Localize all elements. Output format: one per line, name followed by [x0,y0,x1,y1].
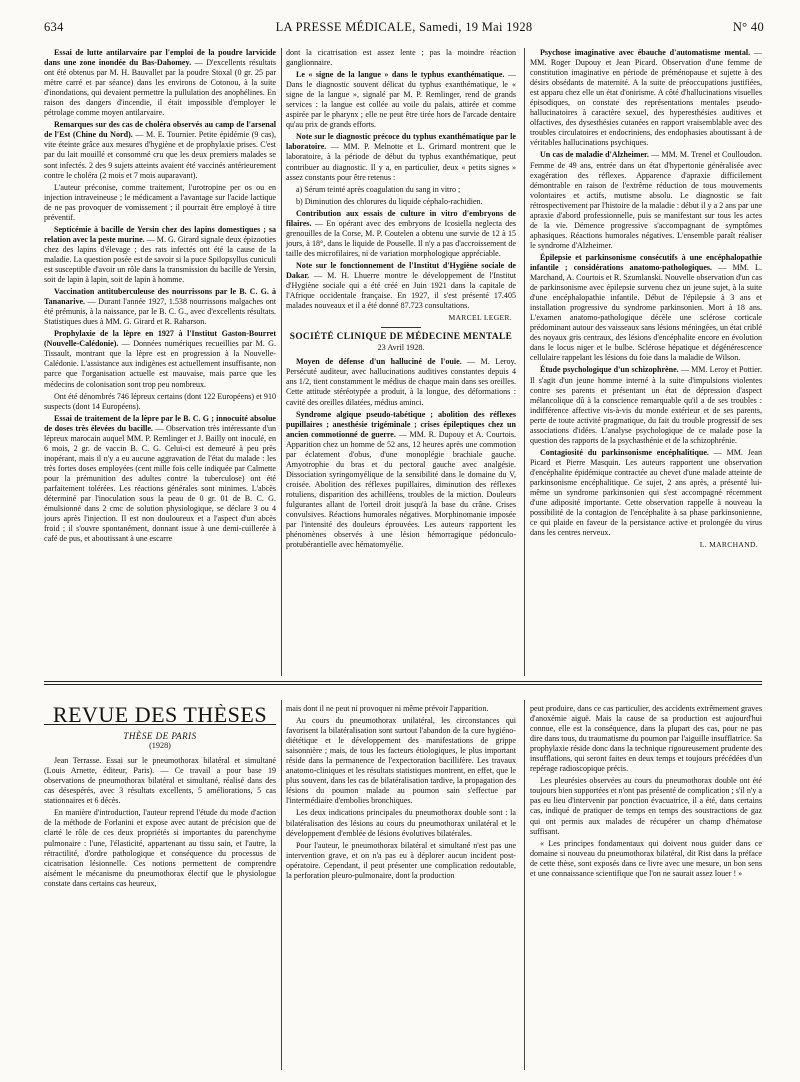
theses-column-3 [530,704,762,1068]
article [530,448,762,538]
article-body: — Durant l'année 1927, 1.538 nourrissons malgaches ont été prémunis, à la naissance, par le B. C. G., avec d'excellents résultats. Statistiques dues à MM. G. Girard et R. Raharson. [44,297,276,327]
article-heading: Essai de traitement de la lèpre par le B. C. G ; innocuité absolue de doses très élevées du bacille. [44,413,276,433]
column-3 [530,48,762,674]
separator [381,327,421,328]
column-1 [44,48,276,674]
article-heading: Remarques sur des cas de choléra observés au camp de l'arsenal de l'Est (Chine du Nord). [44,120,276,140]
thesis-paragraph: peut produire, dans ce cas particulier, des accidents extrêmement graves d'anoxémie aiguë. Mais la cause de sa production est aujourd'hui connue, elle est la conséquence, dans la plupart des cas, pour ne pas dire dans tous, du traumatisme du poumon par l'aiguille insufflatrice. Sa prophylaxie réside donc dans la technique rigoureusement prudente des insufflations, qui seront faites en deux temps et toujours précédées d'un repérage radioscopique précis. [530,704,762,774]
article-heading: Vaccination antituberculeuse des nourrissons par le B. C. G. à Tananarive. [44,287,276,307]
theses-column-1 [44,704,276,1068]
section-title: REVUE DES THÈSES [52,704,268,727]
page-header [44,20,764,38]
section-rule [44,681,762,682]
article-body: — M. H. Lhuerre montre le développement de l'Institut d'Hygiène sociale qui a été créé en Juin 1921 dans la capitale de l'Afrique occidentale française. En 1927, il s'est présenté 17.405 malades nouveaux et il a été donné 87.723 consultations. [286,270,516,311]
thesis-paragraph: Les deux indications principales du pneumothorax double sont : la bilatéralisation des lésions au cours du pneumothorax unilatéral et le développement d'emblée de lésions évolutives bilatérales. [286,808,516,838]
signature: MARCEL LEGER. [448,313,512,323]
section-subtitle: THÈSE DE PARIS [123,731,197,742]
article [286,70,516,130]
article-paragraph: Ont été dénombrés 746 lépreux certains (dont 122 Européens) et 910 suspects (dont 14 Européens). [44,391,276,411]
article [286,410,516,551]
list-item: a) Sérum teinté après coagulation du sang in vitro ; [296,184,461,194]
article-body: — Dans le diagnostic souvent délicat du typhus exanthématique, le « signe de la langue », signalé par M. P. Remlinger, rend de grands services : la langue est collée au voile du palais, attirée et comme aspirée par le pharynx ; elle ne peut être tirée hors de l'arcade dentaire qu'au prix de grands efforts. [286,70,516,130]
section-date: 23 Avril 1928. [377,343,425,353]
article-heading: Essai de lutte antilarvaire par l'emploi de la poudre larvicide dans une zone inondée du Bas-Dahomey. [44,48,276,68]
section-heading: SOCIÉTÉ CLINIQUE DE MÉDECINE MENTALE [289,332,513,343]
article-body: — MM. Leroy et Pottier. Il s'agit d'un jeune homme interné à la suite d'impulsions violentes contre ses parents et présentant un état de dépression d'aspect mélancolique dû à la conscience remarquable qu'il a de ses troubles : indifférence affective vis-à-vis du monde extérieur et de ses parents, perte de toute activité pragmatique, du fait du trouble progressif de ses associations d'idées. L'analyse psychologique de ce malade pose la question des rapports de la psychasthénie et de la schizophrénie. [530,365,762,445]
thesis-paragraph: Jean Terrasse. Essai sur le pneumothorax bilatéral et simultané (Louis Arnette, éditeur, Paris). — Ce travail a pour base 19 observations de pneumothorax bilatéral et simultané, réalisé dans des cas désespérés, avec 3 résultats excellents, 5 améliorations, 5 cas stationnaires et 6 décès. [44,756,276,806]
article [530,48,762,148]
article-body: — MM. P. Melnotte et L. Grimard montrent que le laboratoire, à la période de début du typhus exanthématique, peut contribuer au diagnostic. Il y a, en particulier, deux « petits signes » assez constants pour être retenus : [286,142,516,182]
article [286,357,516,407]
article-heading: Le « signe de la langue » dans le typhus exanthématique. [296,70,505,80]
article [286,132,516,182]
article-heading: Syndrome algique pseudo-tabétique ; abolition des réflexes pupillaires ; anesthésie trigéminale ; crises épileptiques chez un ancien commotionné de guerre. [286,409,516,439]
article-body: — MM. M. Trenel et Coulloudon. Femme de 49 ans, entrée dans un état d'hypertonie généralisée avec exagération des réflexes. Apparence d'apraxie difficilement démontrable en raison de l'extrême réduction de tous mouvements volontaires et actifs, mutisme absolu. Le diagnostic se fait rétrospectivement par l'histoire de la maladie : début il y a 2 ans par une apraxie d'abord professionnelle, puis se manifestant sur tous les actes de la vie. Démence progressive s'accompagnant de symptômes aphasiques. Réactions humorales négatives. L'ensemble paraît réaliser le syndrome d'Alzheimer. [530,150,762,250]
list-item: b) Diminution des chlorures du liquide céphalo-rachidien. [296,196,483,206]
thesis-paragraph: Pour l'auteur, le pneumothorax bilatéral et simultané n'est pas une intervention grave, et on n'a pas eu à déplorer aucun incident post-opératoire. Cependant, il peut présenter une complication redoutable, la perforation pleuro-pulmonaire, dont la production [286,840,516,880]
article [44,329,276,389]
page-number: 634 [44,20,64,34]
article-body: — D'excellents résultats ont été obtenus par M. H. Bauvallet par la poudre Stoxal (0 gr. 25 par mètre carré et par séance) dans les environs de Cotonou, à la suite d'inondations, qui devaient permettre la pullulation des anophélines. En raison des dangers d'incendie, il était impossible d'employer le pétrolage comme moyen antilarvaire. [44,58,276,118]
article-body: — Observation très intéressante d'un lépreux marocain auquel MM. P. Remlinger et J. Bailly ont inoculé, en 6 mois, 2 gr. de vaccin B. C. G. Celui-ci est demeuré à peu près inopérant, mais il n'y a eu aucune aggravation de l'état du malade : les très fortes doses employées (cent mille fois celle indiquée par Calmette pour la prémunition des adultes contre la tuberculose) ont été parfaitement tolérées. Les réactions générales sont minimes. L'abcès déterminé par l'inoculation sous la peau de 0 gr. 01 de B. C. G. émulsionné dans 2 cmc de solution physiologique, se déclare 3 ou 4 jours après l'injection. Il est non douloureux et a l'aspect d'un abcès froid ; il s'ouvre spontanément, donnant issue à une demi-cuillerée à café de pus, et aboutissant à une escarre [44,423,276,544]
signature: L. MARCHAND. [699,540,758,550]
column-divider [524,700,525,1070]
article-heading: Psychose imaginative avec ébauche d'automatisme mental. [540,48,751,57]
article-heading: Contagiosité du parkinsonisme encéphalitique. [540,447,709,457]
article [286,209,516,259]
article [530,365,762,445]
article-body: — MM. Jean Picard et Pierre Masquin. Les auteurs rapportent une observation d'encéphalite épidémique contractée au chevet d'une malade atteinte de parkinsonisme encéphalitique. Ce sujet, 2 ans après, a présenté lui-même un syndrome parkinsonien qui s'est accompagné récemment d'une adiposité importante. Cette observation rappelle à nouveau la possibilité de la contagion de l'encéphalite à sa phase parkinsonienne, ce qui plaide en faveur de la persistance active et prolongée du virus dans les centres nerveux. [530,447,762,538]
thesis-paragraph: mais dont il ne peut ni provoquer ni même prévoir l'apparition. [286,704,489,713]
article [44,120,276,180]
article-body: — Données numériques recueillies par M. G. Tissault, montrant que la lèpre est en progression à la Nouvelle-Calédonie. L'assistance aux indigènes est actuellement insuffisante, non parce que l'organisation actuelle est mauvaise, mais parce que les médecins de colonisation sont trop peu nombreux. [44,339,276,389]
article [44,414,276,545]
article-heading: Épilepsie et parkinsonisme consécutifs à une encéphalopathie infantile ; considérations anatomo-pathologiques. [530,252,762,272]
theses-column-2 [286,704,516,1068]
article-heading: Moyen de défense d'un halluciné de l'ouïe. [296,357,462,367]
journal-title: LA PRESSE MÉDICALE, Samedi, 19 Mai 1928 [275,20,533,34]
article-body: — M. Leroy. Persécuté auditeur, avec hallucinations auditives constantes depuis 4 ans 1/2, tient constamment le médius de chaque main dans ses oreilles. Cette attitude stéréotypée a produit, à la longue, des déformations : cavité des oreilles dilatées, médius aminci. [286,357,516,407]
column-divider [281,48,282,676]
article-body: — MM. L. Marchand, A. Courtois et R. Szumlanski. Nouvelle observation d'un cas de parkinsonisme avec épilepsie survenu chez un jeune sujet, à la suite d'une encéphalopathie infantile. Début de l'épilepsie à 3 ans et installation progressive du syndrome parkinsonien. Mort à 18 ans. L'examen anatomo-pathologique décèle une sclérose corticale prédominant autour des vaisseaux sans lésions méningées, un état criblé des noyaux gris centraux, des lésions d'encéphalite encore en évolution dans le locus niger et le bulbe. Sclérose hépatique et dégénérescence cellulaire rappelant les lésions du foie dans la maladie de Wilson. [530,262,762,363]
article [530,150,762,250]
column-2 [286,48,516,674]
article-heading: Un cas de maladie d'Alzheimer. [540,150,649,160]
section-year: (1928) [149,741,171,751]
article-body: — MM. R. Dupouy et A. Courtois. Apparition chez un homme de 52 ans, 12 heures après une commotion par éclatement d'obus, d'une monoplégie brachiale gauche. Amyotrophie du bras et du pectoral gauche avec analgésie. Dissociation syringomyélique de la sensibilité dans le domaine du V, croisée. Abolition des réflexes pupillaires, diminution des réflexes rotuliens, disparition des achilléens, troubles de la miction. Douleurs fulgurantes allant de l'orteil droit jusqu'à la base du crâne. Crises convulsives. Réactions humorales négatives. Morphinomanie imposée par l'intensité des douleurs éprouvées. Les auteurs rapportent les phénomènes observés à une lésion hémorragique pédonculo-protubérantielle avec hématomyélie. [286,429,516,550]
thesis-paragraph: « Les principes fondamentaux qui doivent nous guider dans ce domaine si nouveau du pneumothorax bilatéral, dit Rist dans la préface de cette thèse, sont exposés dans ce livre avec une mesure, un bon sens et une connaissance scientifique que l'on ne saurait assez louer ! » [530,838,762,878]
article-heading: Note sur le diagnostic précoce du typhus exanthématique par le laboratoire. [286,132,516,152]
thesis-paragraph: Les pleurésies observées au cours du pneumothorax double ont été toujours bien supportées et n'ont pas présenté de complication ; s'il n'y a pas eu lieu d'intervenir par ponction évacuatrice, il a été, dans certains cas, indiqué de pratiquer de temps en temps des soustractions de gaz qui ont permis aux malades de récupérer un champ d'hématose suffisant. [530,776,762,836]
thesis-paragraph: En manière d'introduction, l'auteur reprend l'étude du mode d'action de la méthode de Forlanini et expose avec autant de précision que de clarté le rôle de ces deux propriétés si importantes du parenchyme pulmonaire : l'une, l'élasticité, appartenant au tissu sain, et l'autre, la rétractilité, d'ordre pathologique et conséquence du processus de cicatrisation lésionnelle. Ces notions permettent de comprendre aisément le mécanisme du pneumothorax électif que le physiologue constate dans certains cas heureux, [44,808,276,888]
article-body: — M. E. Tournier. Petite épidémie (9 cas), vite éteinte grâce aux mesures d'hygiène et de prophylaxie prises. C'est par du lait mouillé et consommé cru que les deux premiers malades se sont infectés. 2 des 9 sujets atteints avaient été vaccinés antérieurement contre le choléra (2 mois et 7 mois auparavant). [44,130,276,180]
article [44,48,276,118]
column-divider [524,48,525,676]
article [286,261,516,311]
article-paragraph: L'auteur préconise, comme traitement, l'urotropine per os ou en injection intraveineuse ; le médicament a l'avantage sur l'acide lactique de ne pas provoquer de vomissement ; il pourrait être employé à titre préventif. [44,182,276,222]
article [44,287,276,327]
issue-number: N° 40 [732,20,764,34]
section-rule [44,684,762,685]
article-continuation: dont la cicatrisation est assez lente ; pas la moindre réaction ganglionnaire. [286,48,516,68]
article-body: — MM. Roger Dupouy et Jean Picard. Observation d'une femme de constitution imaginative en période de préménopause et sujette à des désirs obsédants de maternité. A la suite de préoccupations justifiées, est apparu chez elle un état d'onirisme. A côté d'hallucinations visuelles épisodiques, on constate des représentations mentales pseudo-hallucinatoires à caractère sexuel, des hyperesthésies auditives et olfactives, des dysesthésies cutanées en rapport vraisemblable avec des troubles circulatoires et endocriniens, des endophasies aboutissant à de véritables hallucinations psychiques. [530,48,762,148]
article-heading: Étude psychologique d'un schizophrène. [540,365,679,375]
article-heading: Note sur le fonctionnement de l'Institut d'Hygiène sociale de Dakar. [286,260,516,280]
thesis-paragraph: Au cours du pneumothorax unilatéral, les circonstances qui favorisent la bilatéralisation sont surtout l'abandon de la cure hygiéno-diététique et le développement des manifestations de grippe saisonnière ; mais, de tous les facteurs étiologiques, le plus important réside dans la permanence de l'expectoration bacillifère. Les travaux anatomo-cliniques et les résultats statistiques montrent, en effet, que le plus souvent, dans les cas de bilatéralisation tardive, la propagation des lésions du poumon malade au poumon sain s'effectue par l'intermédiaire d'embolies bronchiques. [286,716,516,806]
article-body: — M. G. Girard signale deux épizooties chez des lapins d'élevage ; des rats infectés ont été la cause de la maladie. La question posée est de savoir si la puce Spilopsyllus cuniculi est susceptible d'avoir un rôle dans la transmission du bacille de Yersin, soit de lapin à lapin, soit de lapin à homme. [44,234,276,285]
article-body: — En opérant avec des embryons de Icosiella neglecta des grenouilles de la Corse, M. P. Coutelen a obtenu une survie de 12 à 15 jours, à 18°, dans le liquide de Pouselle. Il n'y a pas d'accroissement de taille des microfilaires, ni de variation morphologique appréciable. [286,218,516,258]
article [530,253,762,364]
article-heading: Prophylaxie de la lèpre en 1927 à l'Institut Gaston-Bourret (Nouvelle-Calédonie). [44,329,276,349]
article [44,225,276,285]
column-divider [281,700,282,1070]
article-heading: Contribution aux essais de culture in vitro d'embryons de filaires. [286,208,516,228]
article-heading: Septicémie à bacille de Yersin chez des lapins domestiques ; sa relation avec la peste murine. [44,224,276,244]
